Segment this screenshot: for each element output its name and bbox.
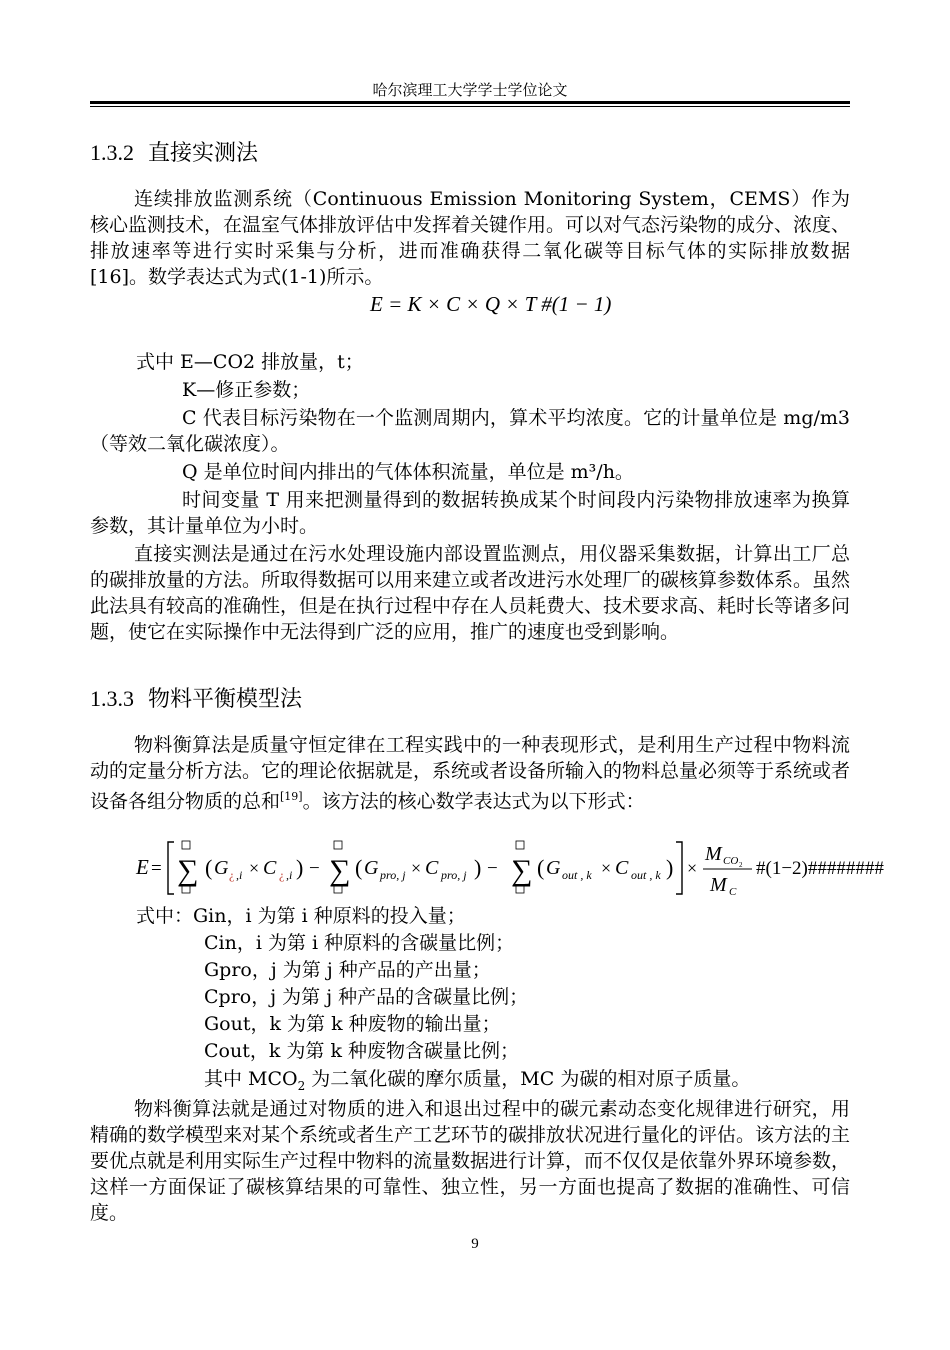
svg-text:): )	[296, 855, 304, 880]
where-e: 式中 E—CO2 排放量，t；	[136, 351, 364, 373]
svg-text:,i: ,i	[286, 868, 293, 882]
svg-text:pro, j: pro, j	[441, 868, 467, 882]
mco2-text: 其中 MCO	[204, 1068, 298, 1090]
svg-text:out , k: out , k	[562, 868, 592, 882]
section-number: 1.3.2	[90, 140, 134, 165]
header-rule-thin	[90, 106, 850, 107]
mco2-subscript: 2	[297, 1078, 306, 1093]
svg-text:E: E	[136, 855, 149, 879]
paragraph-material-balance	[90, 732, 850, 814]
section-title: 物料平衡模型法	[148, 687, 303, 712]
def-cout: Cout，k 为第 k 种废物含碳量比例；	[204, 1040, 519, 1062]
svg-text:): )	[666, 855, 674, 880]
svg-text:¿: ¿	[279, 868, 285, 882]
def-gpro: Gpro，j 为第 j 种产品的产出量；	[204, 959, 491, 981]
svg-text:C: C	[615, 857, 629, 879]
header-rule-thick	[90, 101, 850, 104]
def-q: Q 是单位时间内排出的气体体积流量，单位是 m³/h。	[182, 461, 634, 483]
paragraph-material-balance-summary: 物料衡算法就是通过对物质的进入和退出过程中的碳元素动态变化规律进行研究，用精确的数学模型来对某个系统或者生产工艺环节的碳排放状况进行量化的评估。该方法的主要优点就是利用实际生产过程中物料的流量数据进行计算，而不仅仅是依靠外界环境参数，这样一方面保证了碳核算结果的可靠性、独立性，另一方面也提高了数据的准确性、可信度。	[90, 1098, 851, 1224]
svg-text:C: C	[263, 857, 277, 879]
formula-1-2	[0, 838, 950, 898]
svg-text:M: M	[710, 874, 727, 896]
svg-text:¿: ¿	[229, 868, 235, 882]
paragraph-cems: 连续排放监测系统（Continuous Emission Monitoring System，CEMS）作为核心监测技术，在温室气体排放评估中发挥着关键作用。可以对气态污染物的成分、浓度、排放速率等进行实时采集与分析，进而准确获得二氧化碳等目标气体的实际排放数据[16]。数学表达式为式(1-1)所示。	[90, 188, 851, 288]
def-gout: Gout，k 为第 k 种废物的输出量；	[204, 1013, 501, 1035]
svg-text:M: M	[705, 843, 722, 865]
svg-text:(: (	[355, 855, 363, 880]
def-cin: Cin，i 为第 i 种原料的含碳量比例；	[204, 932, 515, 954]
def-c: C 代表目标污染物在一个监测周期内，算术平均浓度。它的计量单位是 mg/m3（等效二氧化碳浓度）。	[90, 407, 850, 455]
def-t: 时间变量 T 用来把测量得到的数据转换成某个时间段内污染物排放速率为换算参数，其计量单位为小时。	[90, 489, 850, 537]
svg-text:G: G	[546, 857, 561, 879]
paragraph-text: 物料衡算法是质量守恒定律在工程实践中的一种表现形式，是利用生产过程中物料流动的定量分析方法。它的理论依据就是，系统或者设备所输入的物料总量必须等于系统或者设备各组分物质的总和	[90, 734, 851, 813]
section-title: 直接实测法	[148, 141, 259, 166]
mco2-text-tail: 为二氧化碳的摩尔质量，MC 为碳的相对原子质量。	[305, 1068, 751, 1090]
svg-text:×: ×	[411, 858, 422, 878]
running-header: 哈尔滨理工大学学士学位论文	[372, 81, 568, 99]
svg-text:∑: ∑	[511, 854, 533, 887]
svg-text:): )	[474, 855, 482, 880]
svg-text:C: C	[729, 886, 737, 898]
def-cpro: Cpro，j 为第 j 种产品的含碳量比例；	[204, 986, 529, 1008]
svg-text:C: C	[425, 857, 439, 879]
svg-text:G: G	[364, 857, 379, 879]
def-mco2	[204, 1066, 750, 1099]
where-gin: 式中：Gin，i 为第 i 种原料的投入量；	[136, 905, 466, 927]
section-heading-1-3-3	[90, 684, 302, 715]
svg-text:−: −	[309, 858, 320, 879]
paragraph-direct-method: 直接实测法是通过在污水处理设施内部设置监测点，用仪器采集数据，计算出工厂总的碳排放量的方法。所取得数据可以用来建立或者改进污水处理厂的碳核算参数体系。虽然此法具有较高的准确性，但是在执行过程中存在人员耗费大、技术要求高、耗时长等诸多问题，使它在实际操作中无法得到广泛的应用，推广的速度也受到影响。	[90, 543, 851, 643]
formula-1-2-tag: #(1−2)########	[756, 858, 884, 879]
svg-text:×: ×	[687, 858, 698, 878]
svg-text:∑: ∑	[329, 854, 351, 887]
section-number: 1.3.3	[90, 686, 134, 711]
svg-text:−: −	[487, 858, 498, 879]
svg-text:out , k: out , k	[631, 868, 661, 882]
svg-text:(: (	[537, 855, 545, 880]
citation-ref: [19]	[280, 790, 303, 803]
section-heading-1-3-2	[90, 138, 258, 169]
svg-text:CO: CO	[723, 855, 739, 867]
svg-text:×: ×	[601, 858, 612, 878]
formula-1-1: E = K × C × Q × T #(1 − 1)	[370, 292, 612, 316]
svg-text:∑: ∑	[177, 854, 199, 887]
svg-text:,i: ,i	[236, 868, 243, 882]
svg-text:(: (	[205, 855, 213, 880]
svg-text:=: =	[151, 858, 162, 879]
svg-text:×: ×	[249, 858, 260, 878]
svg-text:G: G	[214, 857, 229, 879]
def-k: K—修正参数；	[182, 379, 311, 401]
svg-text:2: 2	[739, 861, 743, 869]
formula-1-2-drawing	[0, 838, 950, 898]
page-number: 9	[471, 1236, 479, 1252]
paragraph-text-tail: 。该方法的核心数学表达式为以下形式：	[302, 790, 645, 813]
svg-text:pro, j: pro, j	[380, 868, 406, 882]
